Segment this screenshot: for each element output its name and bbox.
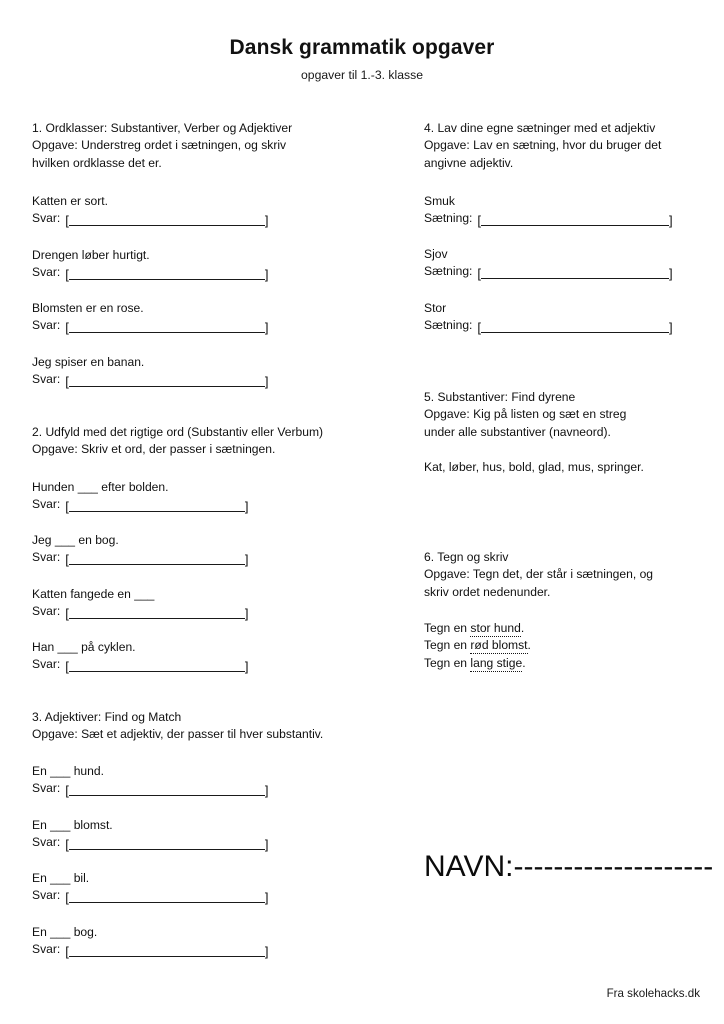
answer-field[interactable] [32,210,402,227]
draw-task [424,655,700,672]
answer-field[interactable] [32,496,402,513]
item-prompt: Blomsten er en rose. [32,301,144,315]
exercise-3-instruction: Opgave: Sæt et adjektiv, der passer til hver substantiv. [32,727,324,742]
bracket-close: ] [264,943,269,959]
answer-label: Svar: [32,550,61,565]
answer-write-line[interactable] [69,606,245,619]
bracket-open: [ [65,943,69,959]
exercise-5-instruction-line-1: Opgave: Kig på listen og sæt en streg [424,407,627,422]
exercise-4-instruction-line-1: Opgave: Lav en sætning, hvor du bruger det [424,138,662,153]
answer-field[interactable] [32,834,402,851]
answer-label: Svar: [32,497,61,512]
footer-source: Fra skolehacks.dk [606,987,700,1000]
exercise-2-instruction: Opgave: Skriv et ord, der passer i sætningen. [32,442,276,457]
exercise-4-item-1 [424,193,700,228]
exercise-1-instruction-line-1: Opgave: Understreg ordet i sætningen, og skriv [32,138,287,153]
exercise-6-instruction-line-1: Opgave: Tegn det, der står i sætningen, og [424,567,654,582]
answer-write-line[interactable] [69,552,245,565]
exercise-3-item-1 [32,763,402,798]
exercise-6-heading: 6. Tegn og skriv [424,550,509,564]
answer-field[interactable] [32,549,402,566]
item-prompt: En ___ bil. [32,871,90,885]
bracket-close: ] [264,889,269,905]
item-prompt: Katten fangede en ___ [32,587,155,601]
answer-write-line[interactable] [69,267,265,280]
bracket-open: [ [65,836,69,852]
answer-field[interactable] [32,371,402,388]
bracket-open: [ [65,498,69,514]
draw-task-keyword: rød blomst [470,638,528,653]
answer-label: Svar: [32,318,61,333]
exercise-1 [32,120,402,172]
item-prompt: Drengen løber hurtigt. [32,248,150,262]
exercise-5-instruction-line-2: under alle substantiver (navneord). [424,424,611,439]
exercise-2-item-4 [32,639,402,674]
adjective-word: Smuk [424,194,455,208]
adjective-word: Sjov [424,247,448,261]
item-prompt: En ___ bog. [32,925,98,939]
bracket-open: [ [65,551,69,567]
exercise-4-item-2 [424,246,700,281]
bracket-close: ] [264,212,269,228]
answer-write-line[interactable] [69,320,265,333]
draw-task [424,637,700,654]
answer-label: Svar: [32,265,61,280]
exercise-6-task-list [424,620,700,672]
exercise-4-item-3 [424,300,700,335]
answer-label: Svar: [32,657,61,672]
answer-label: Svar: [32,604,61,619]
bracket-open: [ [65,782,69,798]
bracket-open: [ [65,605,69,621]
page-title: Dansk grammatik opgaver [229,36,495,59]
bracket-close: ] [669,212,673,228]
word-list: Kat, løber, hus, bold, glad, mus, springer. [424,460,644,474]
draw-task-prefix: Tegn en [424,655,471,670]
exercise-3-item-3 [32,870,402,905]
bracket-open: [ [477,319,482,335]
name-write-line[interactable]: -------------------- [513,850,714,883]
item-prompt: En ___ blomst. [32,818,113,832]
bracket-close: ] [244,551,249,567]
exercise-4 [424,120,700,172]
exercise-1-item-1 [32,193,402,228]
exercise-5-word-list [424,459,700,476]
answer-write-line[interactable] [69,213,265,226]
draw-task [424,620,700,637]
sentence-field[interactable] [424,263,700,280]
bracket-open: [ [477,212,482,228]
exercise-3-item-2 [32,817,402,852]
sentence-label: Sætning: [424,318,473,333]
answer-write-line[interactable] [69,499,245,512]
draw-task-prefix: Tegn en [424,638,471,653]
sentence-write-line[interactable] [481,266,669,279]
adjective-word: Stor [424,301,447,315]
item-prompt: Jeg spiser en banan. [32,355,145,369]
item-prompt: Han ___ på cyklen. [32,640,136,654]
answer-field[interactable] [32,656,402,673]
bracket-open: [ [477,265,482,281]
answer-write-line[interactable] [69,944,265,957]
bracket-close: ] [669,265,673,281]
exercise-1-item-4 [32,354,402,389]
draw-task-suffix: . [527,638,531,653]
exercise-1-instruction-line-2: hvilken ordklasse det er. [32,155,162,170]
exercise-2-item-1 [32,479,402,514]
answer-field[interactable] [32,887,402,904]
item-prompt: En ___ hund. [32,764,104,778]
bracket-close: ] [264,373,269,389]
name-label: NAVN: [424,850,514,883]
exercise-3-item-4 [32,924,402,959]
draw-task-suffix: . [520,621,525,635]
bracket-close: ] [244,605,249,621]
exercise-4-heading: 4. Lav dine egne sætninger med et adjektiv [424,121,656,135]
bracket-close: ] [264,836,269,852]
bracket-close: ] [264,266,269,282]
bracket-close: ] [244,498,249,514]
exercise-6 [424,549,700,601]
exercise-4-instruction-line-2: angivne adjektiv. [424,155,514,170]
bracket-close: ] [264,782,269,798]
exercise-5-heading: 5. Substantiver: Find dyrene [424,390,576,404]
answer-label: Svar: [32,888,61,903]
bracket-open: [ [65,658,69,674]
exercise-1-item-2 [32,247,402,282]
answer-write-line[interactable] [69,374,265,387]
exercise-2-item-2 [32,532,402,567]
exercise-2-item-3 [32,586,402,621]
bracket-open: [ [65,212,69,228]
draw-task-keyword: lang stige [470,655,523,670]
draw-task-suffix: . [522,655,526,670]
answer-field[interactable] [32,603,402,620]
sentence-label: Sætning: [424,211,473,226]
bracket-open: [ [65,889,69,905]
exercise-3 [32,709,402,744]
answer-write-line[interactable] [69,783,265,796]
bracket-close: ] [244,658,249,674]
name-field[interactable] [424,850,713,884]
sentence-field[interactable] [424,317,700,334]
sentence-write-line[interactable] [481,213,669,226]
draw-task-keyword: stor hund [470,621,521,635]
bracket-close: ] [669,319,673,335]
bracket-close: ] [264,319,269,335]
sentence-label: Sætning: [424,264,473,279]
exercise-2 [32,424,402,459]
exercise-1-item-3 [32,300,402,335]
answer-field[interactable] [32,264,402,281]
answer-field[interactable] [32,941,402,958]
answer-label: Svar: [32,211,61,226]
draw-task-prefix: Tegn en [424,621,471,635]
sentence-write-line[interactable] [481,320,669,333]
answer-write-line[interactable] [69,837,265,850]
exercise-6-instruction-line-2: skriv ordet nedenunder. [424,584,551,599]
bracket-open: [ [65,373,69,389]
page-subtitle: opgaver til 1.-3. klasse [301,68,423,82]
bracket-open: [ [65,266,69,282]
item-prompt: Hunden ___ efter bolden. [32,480,169,494]
item-prompt: Katten er sort. [32,194,108,208]
answer-label: Svar: [32,835,61,850]
answer-field[interactable] [32,317,402,334]
answer-label: Svar: [32,942,61,957]
exercise-3-heading: 3. Adjektiver: Find og Match [32,710,182,724]
exercise-5 [424,389,700,441]
answer-write-line[interactable] [69,659,245,672]
item-prompt: Jeg ___ en bog. [32,533,119,547]
answer-label: Svar: [32,372,61,387]
exercise-2-heading: 2. Udfyld med det rigtige ord (Substantiv eller Verbum) [32,425,324,439]
bracket-open: [ [65,319,69,335]
exercise-1-heading: 1. Ordklasser: Substantiver, Verber og Adjektiver [32,121,293,135]
answer-label: Svar: [32,781,61,796]
sentence-field[interactable] [424,210,700,227]
answer-field[interactable] [32,780,402,797]
answer-write-line[interactable] [69,890,265,903]
